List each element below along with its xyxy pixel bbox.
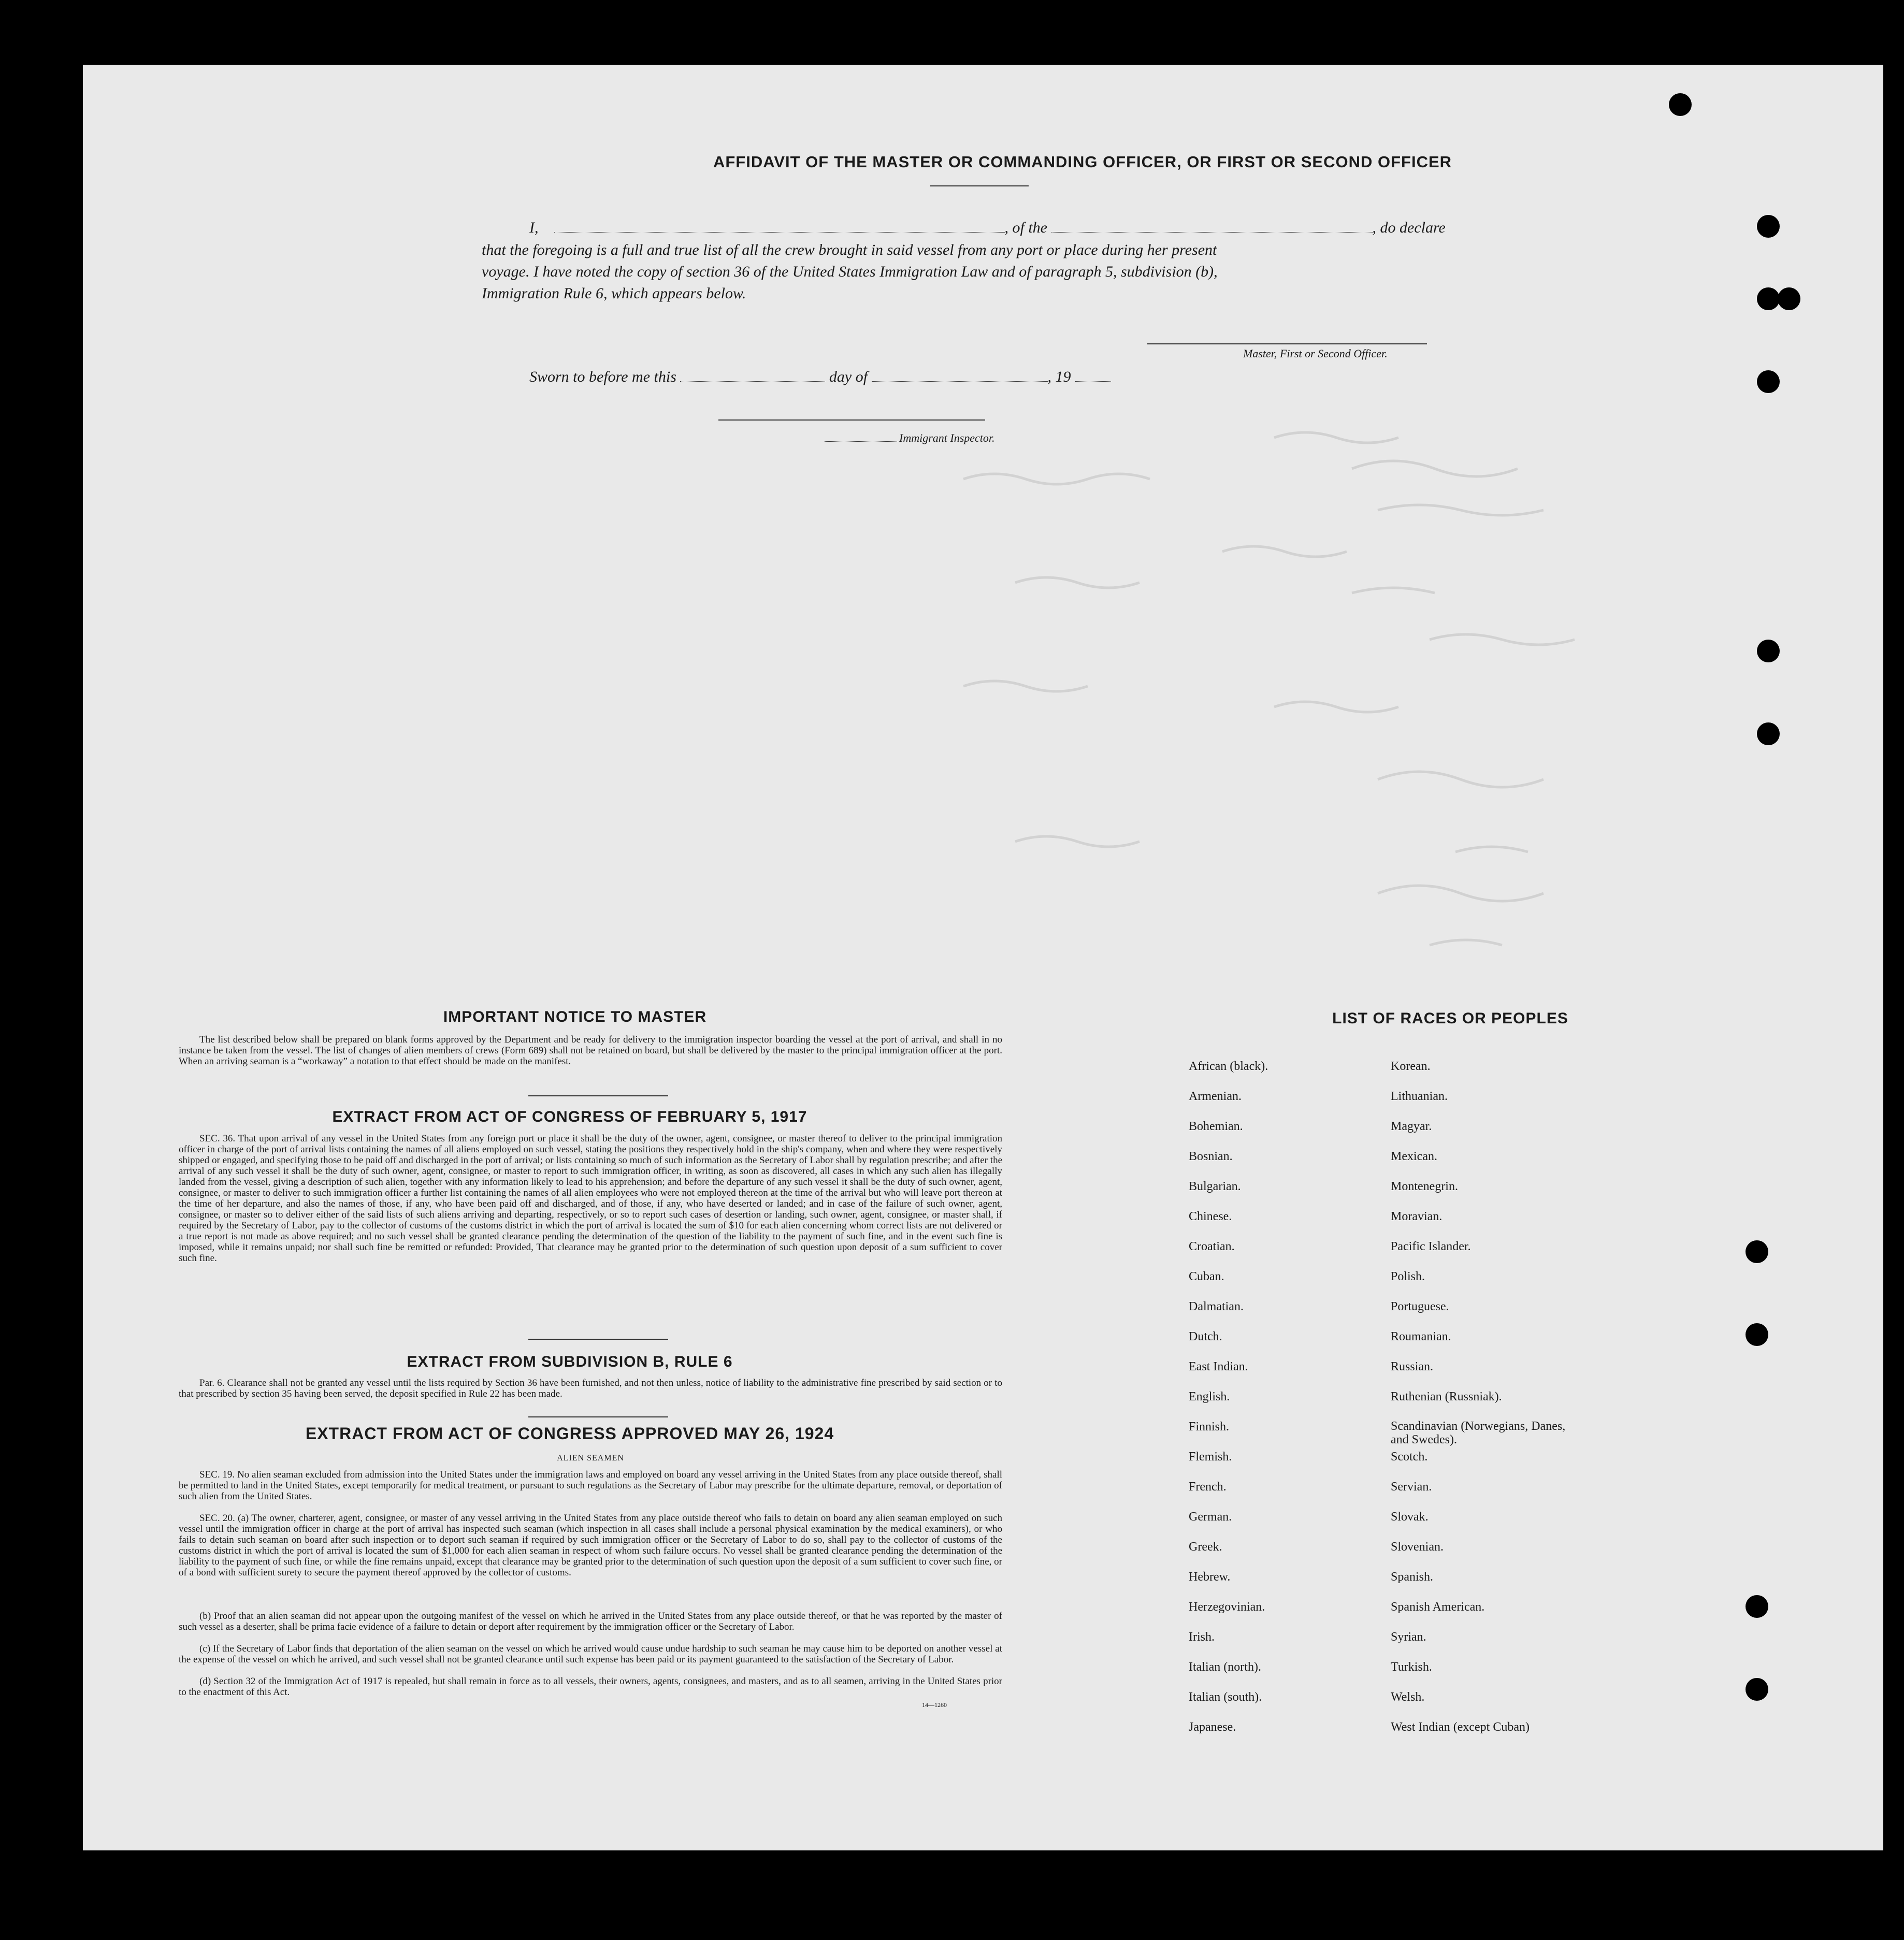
sworn-line <box>529 367 1111 386</box>
race-item: Scotch. <box>1391 1450 1428 1464</box>
race-item: African (black). <box>1189 1060 1268 1073</box>
binder-hole <box>1746 1678 1768 1701</box>
affidavit-line-4: Immigration Rule 6, which appears below. <box>482 285 746 302</box>
race-item: Mexican. <box>1391 1150 1437 1163</box>
notice-body: The list described below shall be prepared on blank forms approved by the Department and be ready for delivery to the immigration inspector boarding the vessel at the port of arrival, and shall in no instance be taken from the vessel. The list of changes of alien members of crews (Form 689) shall not be retained on board, but shall be delivered by the master to the principal immigration officer at the port. When an arriving seaman is a “workaway” a notation to that effect should be made on the manifest. <box>179 1034 1002 1067</box>
notice-title: IMPORTANT NOTICE TO MASTER <box>443 1008 707 1025</box>
binder-hole <box>1669 93 1692 116</box>
race-item: Croatian. <box>1189 1240 1235 1253</box>
race-item: Dalmatian. <box>1189 1300 1244 1313</box>
race-item: Russian. <box>1391 1360 1434 1373</box>
race-item: Dutch. <box>1189 1330 1222 1343</box>
i-label: I, <box>529 219 539 236</box>
sworn-label: Sworn to before me this <box>529 368 676 385</box>
sec-20d-text: (d) Section 32 of the Immigration Act of 1917 is repealed, but shall remain in force as to all vessels, their owners, agents, consignees, and masters, and as to all seamen, arriving in the United States prior to the enactment of this Act. <box>179 1676 1002 1698</box>
affidavit-title: AFFIDAVIT OF THE MASTER OR COMMANDING OFFICER, OR FIRST OR SECOND OFFICER <box>713 153 1452 171</box>
race-item: Korean. <box>1391 1060 1431 1073</box>
race-item: Slovak. <box>1391 1510 1429 1524</box>
race-item: Finnish. <box>1189 1420 1230 1434</box>
race-item: Pacific Islander. <box>1391 1240 1471 1253</box>
bleed-through-texture <box>83 65 1883 1850</box>
race-item: Scandinavian (Norwegians, Danes, and Swedes). <box>1391 1420 1566 1446</box>
binder-hole <box>1757 287 1780 310</box>
form-sheet <box>83 65 1883 1850</box>
master-signature-line[interactable] <box>1147 343 1427 344</box>
sworn-day-blank[interactable] <box>680 367 825 382</box>
affidavit-statement <box>482 239 1512 305</box>
races-column-2 <box>1391 1059 1567 1750</box>
race-item: Herzegovinian. <box>1189 1600 1265 1614</box>
race-item: Italian (north). <box>1189 1660 1261 1674</box>
inspector-row <box>825 431 995 445</box>
binder-hole <box>1746 1323 1768 1346</box>
sec-20b-text: (b) Proof that an alien seaman did not appear upon the outgoing manifest of the vessel on which he arrived in the United States from any place outside thereof, or that he was reported by the master of such vessel as a deserter, shall be prima facie evidence of a failure to detain or deport after requirement by the immigration officer or the Secretary of Labor. <box>179 1611 1002 1632</box>
race-item: Bohemian. <box>1189 1120 1243 1133</box>
race-item: Servian. <box>1391 1480 1432 1494</box>
race-item: Flemish. <box>1189 1450 1232 1464</box>
extract-1924-title: EXTRACT FROM ACT OF CONGRESS APPROVED MAY 26, 1924 <box>305 1424 834 1443</box>
races-column-1 <box>1189 1059 1268 1750</box>
race-item: Bosnian. <box>1189 1150 1233 1163</box>
race-item: English. <box>1189 1390 1230 1403</box>
race-item: Magyar. <box>1391 1120 1432 1133</box>
binder-hole <box>1757 640 1780 662</box>
race-item: Slovenian. <box>1391 1540 1444 1554</box>
do-declare-label: , do declare <box>1372 219 1446 236</box>
race-item: West Indian (except Cuban) <box>1391 1720 1530 1734</box>
form-number: 14—1260 <box>922 1701 947 1709</box>
inspector-blank[interactable] <box>825 431 897 442</box>
subdivision-title: EXTRACT FROM SUBDIVISION B, RULE 6 <box>407 1353 733 1370</box>
sworn-year-blank[interactable] <box>1075 367 1111 382</box>
race-item: Ruthenian (Russniak). <box>1391 1390 1502 1403</box>
race-item: French. <box>1189 1480 1227 1494</box>
year-prefix: , 19 <box>1047 368 1071 385</box>
subdivision-body: Par. 6. Clearance shall not be granted any vessel until the lists required by Section 36 have been furnished, and not then unless, notice of liability to the administrative fine prescribed by said section or to that prescribed by section 35 having been served, the deposit specified in Rule 22 has been made. <box>179 1378 1002 1399</box>
sworn-month-blank[interactable] <box>872 367 1048 382</box>
day-of-label: day of <box>829 368 868 385</box>
race-item: Lithuanian. <box>1391 1090 1448 1103</box>
race-item: Cuban. <box>1189 1270 1224 1283</box>
race-item: Polish. <box>1391 1270 1425 1283</box>
race-item: Spanish American. <box>1391 1600 1485 1614</box>
race-item: Roumanian. <box>1391 1330 1451 1343</box>
affidavit-line-3: voyage. I have noted the copy of section 36 of the United States Immigration Law and of paragraph 5, subdivision (b), <box>482 263 1218 280</box>
race-item: Spanish. <box>1391 1570 1434 1584</box>
race-item: Turkish. <box>1391 1660 1432 1674</box>
race-item: Bulgarian. <box>1189 1180 1241 1193</box>
race-item: Japanese. <box>1189 1720 1236 1734</box>
race-item: Syrian. <box>1391 1630 1426 1644</box>
sec-19-text: SEC. 19. No alien seaman excluded from admission into the United States under the immigration laws and employed on board any vessel arriving in the United States from any place outside thereof, shall be permitted to land in the United States, except temporarily for medical treatment, or pursuant to such regulations as the Secretary of Labor may prescribe for the ultimate departure, removal, or deportation of such alien from the United States. <box>179 1469 1002 1502</box>
divider-3 <box>528 1416 668 1417</box>
race-item: Montenegrin. <box>1391 1180 1458 1193</box>
sec-20c-text: (c) If the Secretary of Labor finds that deportation of the alien seaman on the vessel on which he arrived would cause undue hardship to such seaman he may cause him to be deported on another vessel at the expense of the vessel on which he arrived, and such vessel shall not be granted clearance until such expense has been paid or its payment guaranteed to the satisfaction of the Secretary of Labor. <box>179 1643 1002 1665</box>
divider-2 <box>528 1339 668 1340</box>
divider-1 <box>528 1095 668 1096</box>
alien-seamen-subtitle: ALIEN SEAMEN <box>557 1454 624 1463</box>
race-item: Chinese. <box>1189 1210 1232 1223</box>
extract-1917-title: EXTRACT FROM ACT OF CONGRESS OF FEBRUARY 5, 1917 <box>332 1108 807 1125</box>
races-title: LIST OF RACES OR PEOPLES <box>1332 1010 1568 1027</box>
binder-hole <box>1746 1595 1768 1618</box>
race-item: Welsh. <box>1391 1690 1425 1704</box>
race-item: Moravian. <box>1391 1210 1443 1223</box>
extract-1917-body: SEC. 36. That upon arrival of any vessel in the United States from any foreign port or place it shall be the duty of the owner, agent, consignee, or master thereof to deliver to the principal immigration officer in charge of the port of arrival lists containing the names of all aliens employed on such vessel, stating the positions they respectively hold in the ship's company, when and where they were respectively shipped or engaged, and specifying those to be paid off and discharged in the port of arrival; or lists containing so much of such information as the Secretary of Labor shall by regulation prescribe; and after the arrival of any such vessel it shall be the duty of such owner, agent, consignee, or master to report to such immigration officer, in writing, as soon as discovered, all cases in which any such alien has illegally landed from the vessel, giving a description of such alien, together with any information likely to lead to his apprehension; and before the departure of any such vessel it shall be the duty of such owner, agent, consignee, or master to deliver to such immigration officer a further list containing the names of all alien employees who were not employed thereon at the time of the arrival but who will leave port thereon at the time of her departure, and also the names of those, if any, who have been paid off and discharged, and of those, if any, who have deserted or landed; and in case of the failure of such owner, agent, consignee, or master so to deliver either of the said lists of such aliens arriving and departing, respectively, or so to report such cases of desertion or landing, such owner, agent, consignee, or master shall, if required by the Secretary of Labor, pay to the collector of customs of the customs district in which the port of arrival is located the sum of $10 for each alien concerning whom correct lists are not delivered or a true report is not made as above required; and no such vessel shall be granted clearance pending the determination of the question of the liability to the payment of such fine, and in the event such fine is imposed, while it remains unpaid; nor shall such fine be remitted or refunded: Provided, That clearance may be granted prior to the determination of such question upon deposit of a sum sufficient to cover such fine. <box>179 1133 1002 1264</box>
race-item: Italian (south). <box>1189 1690 1262 1704</box>
binder-hole <box>1757 215 1780 238</box>
race-item: Greek. <box>1189 1540 1222 1554</box>
race-item: Portuguese. <box>1391 1300 1449 1313</box>
race-item: East Indian. <box>1189 1360 1248 1373</box>
race-item: Irish. <box>1189 1630 1215 1644</box>
inspector-signature-line[interactable] <box>718 419 985 421</box>
race-item: Armenian. <box>1189 1090 1242 1103</box>
race-item: German. <box>1189 1510 1232 1524</box>
binder-hole <box>1778 287 1800 310</box>
master-signature-label: Master, First or Second Officer. <box>1243 347 1388 360</box>
inspector-label: Immigrant Inspector. <box>899 431 995 444</box>
affidavit-line-2: that the foregoing is a full and true list of all the crew brought in said vessel from any port or place during her present <box>482 241 1217 258</box>
binder-hole <box>1746 1240 1768 1263</box>
race-item: Hebrew. <box>1189 1570 1231 1584</box>
affidavit-line-1 <box>529 218 1446 237</box>
binder-hole <box>1757 722 1780 745</box>
sec-20a-text: SEC. 20. (a) The owner, charterer, agent, consignee, or master of any vessel arriving in the United States from any place outside thereof who fails to detain on board any alien seaman employed on such vessel until the immigration officer in charge at the port of arrival has inspected such seaman (which inspection in all cases shall include a personal physical examination by the medical examiners), or who fails to detain such seaman on board after such inspection or to deport such seaman if required by such immigration officer or the Secretary of Labor to do so, shall pay to the collector of customs of the customs district in which the port of arrival is located the sum of $1,000 for each alien seaman in respect of whom such failure occurs. No vessel shall be granted clearance pending the determination of the liability to the payment of such fine, or while the fine remains unpaid, except that clearance may be granted prior to the determination of such question upon the deposit of a sum sufficient to cover such fine, or of a bond with sufficient surety to secure the payment thereof approved by the collector of customs. <box>179 1513 1002 1578</box>
vessel-name-blank[interactable] <box>1051 218 1373 233</box>
of-the-label: , of the <box>1004 219 1047 236</box>
title-divider <box>930 185 1029 186</box>
officer-name-blank[interactable] <box>554 218 1005 233</box>
binder-hole <box>1757 370 1780 393</box>
